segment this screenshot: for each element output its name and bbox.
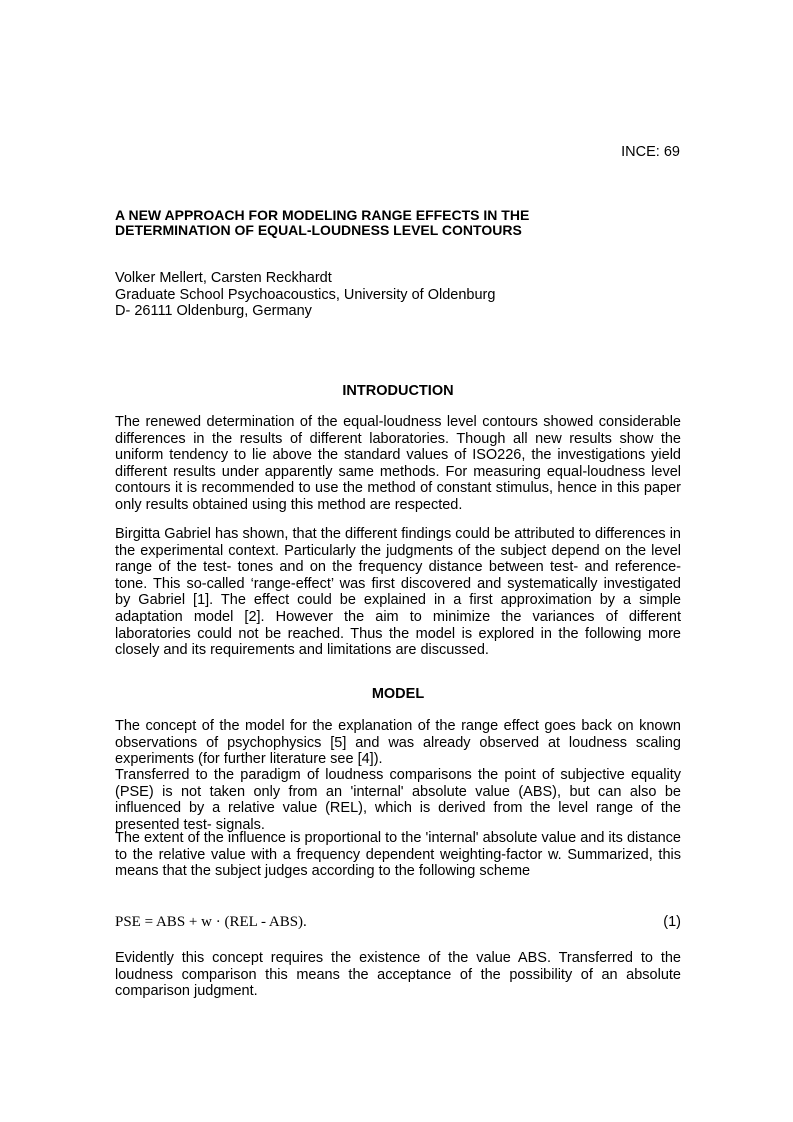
model-heading: MODEL <box>371 686 425 702</box>
title-line-1: A NEW APPROACH FOR MODELING RANGE EFFECTS IN THE <box>115 207 530 223</box>
paper-title <box>115 208 675 238</box>
equation-formula: PSE = ABS + w · (REL - ABS). <box>115 914 307 930</box>
introduction-paragraph-1: The renewed determination of the equal-loudness level contours showed considerable differences in the results of different laboratories. Though all new results show the uniform tendency to lie above the standard values of ISO226, the investigations yield different results under apparently same methods. For measuring equal-loudness level contours it is recommended to use the method of constant stimulus, hence in this paper only results obtained using this method are respected. <box>115 414 681 513</box>
author-block <box>115 270 495 320</box>
introduction-paragraph-2: Birgitta Gabriel has shown, that the different findings could be attributed to differences in the experimental context. Particularly the judgments of the subject depend on the level range of the test- tones and on the frequency distance between test- and reference-tone. This so-called ‘range-effect’ was first discovered and systematically investigated by Gabriel [1]. The effect could be explained in a first approximation by a simple adaptation model [2]. However the aim to minimize the variances of different laboratories could not be reached. Thus the model is explored in the following more closely and its requirements and limitations are discussed. <box>115 526 681 659</box>
page-number: INCE: 69 <box>621 144 680 160</box>
model-paragraph-4: Evidently this concept requires the existence of the value ABS. Transferred to the loudness comparison this means the acceptance of the possibility of an absolute comparison judgment. <box>115 950 681 1000</box>
model-paragraph-3: The extent of the influence is proportional to the 'internal' absolute value and its distance to the relative value with a frequency dependent weighting-factor w. Summarized, this means that the subject judges according to the following scheme <box>115 830 681 880</box>
introduction-heading: INTRODUCTION <box>342 383 454 399</box>
title-line-2: DETERMINATION OF EQUAL-LOUDNESS LEVEL CONTOURS <box>115 222 522 238</box>
author-names: Volker Mellert, Carsten Reckhardt <box>115 270 332 286</box>
model-paragraph-2: Transferred to the paradigm of loudness comparisons the point of subjective equality (PSE) is not taken only from an 'internal' absolute value (ABS), but can also be influenced by a relative value (REL), which is derived from the level range of the presented test- signals. <box>115 767 681 833</box>
author-affiliation: Graduate School Psychoacoustics, University of Oldenburg <box>115 286 496 303</box>
author-address: D- 26111 Oldenburg, Germany <box>115 303 312 320</box>
equation-1 <box>115 914 681 931</box>
model-paragraph-1: The concept of the model for the explanation of the range effect goes back on known observations of psychophysics [5] and was already observed at loudness scaling experiments (for further literature see [4]). <box>115 718 681 768</box>
equation-number: (1) <box>663 914 681 930</box>
